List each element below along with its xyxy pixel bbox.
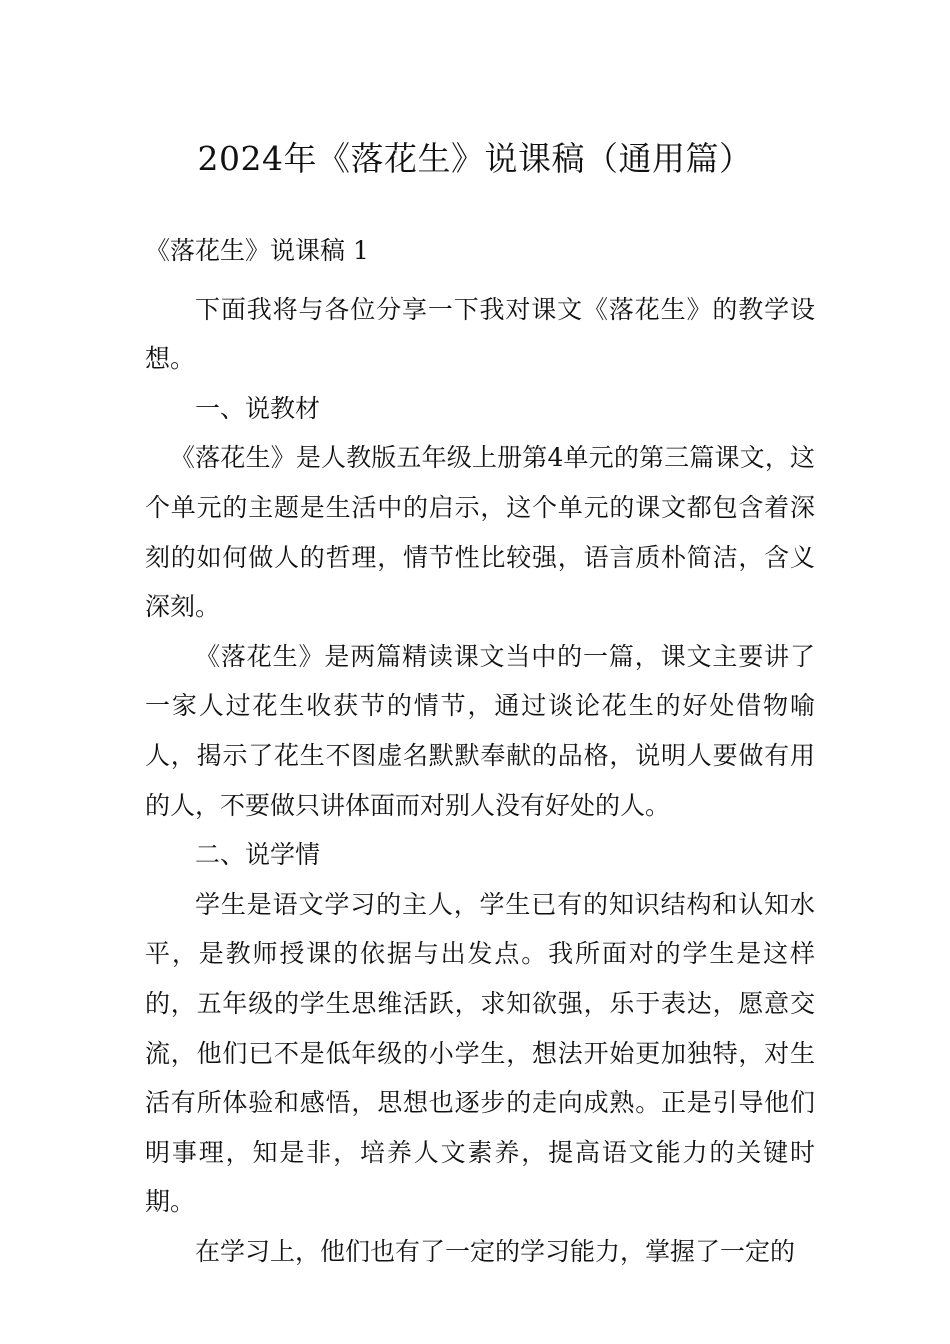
section-heading-textbook: 一、说教材 (195, 393, 321, 423)
students-paragraph-1: 学生是语文学习的主人，学生已有的知识结构和认知水平，是教师授课的依据与出发点。我所面对的学生是这样的，五年级的学生思维活跃，求知欲强，乐于表达，愿意交流，他们已不是低年级的小学生，想法开始更加独特，对生活有所体验和感悟，思想也逐步的走向成熟。正是引导他们明事理，知是非，培养人文素养，提高语文能力的关键时期。 (145, 889, 815, 1217)
intro-paragraph: 下面我将与各位分享一下我对课文《落花生》的教学设想。 (145, 294, 815, 374)
section-heading-students: 二、说学情 (195, 840, 321, 870)
document-title: 2024年《落花生》说课稿（通用篇） (197, 139, 753, 178)
section-subtitle: 《落花生》说课稿 1 (145, 236, 369, 265)
textbook-paragraph-1: 《落花生》是人教版五年级上册第4单元的第三篇课文，这个单元的主题是生活中的启示，这个单元的课文都包含着深刻的如何做人的哲理，情节性比较强，语言质朴简洁，含义深刻。 (145, 443, 815, 622)
textbook-paragraph-2: 《落花生》是两篇精读课文当中的一篇，课文主要讲了一家人过花生收获节的情节，通过谈论花生的好处借物喻人，揭示了花生不图虚名默默奉献的品格，说明人要做有用的人，不要做只讲体面而对别人没有好处的人。 (145, 641, 815, 820)
document-body (145, 226, 815, 1276)
students-paragraph-2: 在学习上，他们也有了一定的学习能力，掌握了一定的 (195, 1236, 796, 1266)
